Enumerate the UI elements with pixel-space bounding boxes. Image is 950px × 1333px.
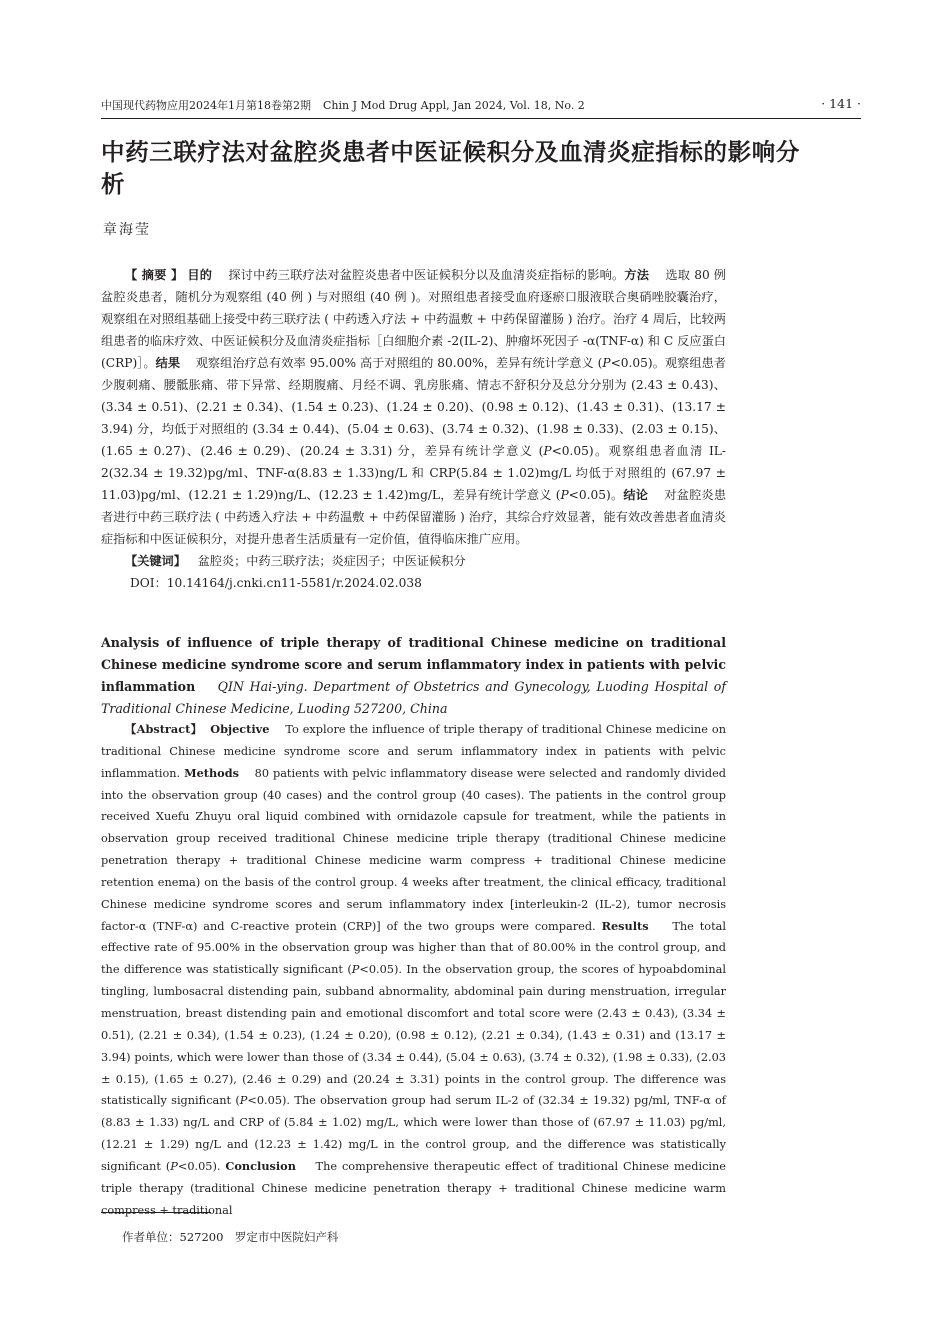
english-title: Analysis of influence of triple therapy of traditional Chinese medicine on traditional Chinese medicine syndrome score and serum inflammatory index in patients with pelvic inflammation (101, 635, 726, 694)
p-value-symbol: P (543, 444, 552, 458)
objective-en-text: To explore the influence of triple therapy of traditional Chinese medicine on traditional Chinese medicine syndrome score and serum inflammatory index in patients with pelvic inflammation. (101, 723, 726, 780)
methods-en-text: 80 patients with pelvic inflammatory disease were selected and randomly divided into the observation group (40 cases) and the control group (40 cases). The patients in the control group received Xuefu Zhuyu oral liquid combined with ornidazole capsule for treatment, while the patients in observation group received traditional Chinese medicine triple therapy (traditional Chinese medicine penetration therapy + traditional Chinese medicine warm compress + traditional Chinese medicine retention enema) on the basis of the control group. 4 weeks after treatment, the clinical efficacy, traditional Chinese medicine syndrome scores and serum inflammatory index [interleukin-2 (IL-2), tumor necrosis factor-α (TNF-α) and C-reactive protein (CRP)] of the two groups were compared. (101, 766, 726, 933)
abstract-cn-body (101, 264, 726, 550)
english-author: QIN Hai-ying. (217, 679, 308, 694)
conclusion-en-label: Conclusion (225, 1158, 296, 1173)
results-en-text: <0.05). (177, 1159, 221, 1173)
results-text: <0.05)。观察组患者少腹刺痛、腰骶胀痛、带下异常、经期腹痛、月经不调、乳房胀痛、情志不舒积分及总分分别为 (2.43 ± 0.43)、(3.34 ± 0.51)、(2.21 ± 0.34)、(1.54 ± 0.23)、(1.24 ± 0.20)、(0.98 ± 0.12)、(1.43 ± 0.31)、(13.17 ± 3.94) 分，均低于对照组的 (3.34 ± 0.44)、(5.04 ± 0.63)、(3.74 ± 0.32)、(1.98 ± 0.33)、(2.03 ± 0.15)、(1.65 ± 0.27)、(2.46 ± 0.29)、(20.24 ± 3.31) 分，差异有统计学意义 ( (101, 356, 726, 458)
author-affiliation-footnote: 作者单位：527200 罗定市中医院妇产科 (122, 1230, 339, 1244)
p-value-symbol: P (351, 963, 360, 977)
results-text: 观察组治疗总有效率 95.00% 高于对照组的 80.00%，差异有统计学意义 ( (195, 356, 603, 370)
results-en-label: Results (601, 918, 649, 933)
methods-text: 选取 80 例盆腔炎患者，随机分为观察组 (40 例 ) 与对照组 (40 例 )。对照组患者接受血府逐瘀口服液联合奥硝唑胶囊治疗，观察组在对照组基础上接受中药三联疗法 ( 中药透入疗法 + 中药温敷 + 中药保留灌肠 ) 治疗。治疗 4 周后，比较两组患者的临床疗效、中医证候积分及血清炎症指标［白细胞介素 -2(IL-2)、肿瘤坏死因子 -α(TNF-α) 和 C 反应蛋白 (CRP)］。 (101, 268, 726, 370)
header-rule (101, 118, 861, 119)
abstract-label: 【 摘要 】 (125, 268, 184, 282)
doi: DOI：10.14164/j.cnki.cn11-5581/r.2024.02.038 (130, 576, 422, 590)
journal-en: Chin J Mod Drug Appl, Jan 2024, Vol. 18, No. 2 (323, 99, 585, 112)
author-name: 章海莹 (103, 222, 151, 238)
conclusion-en-text: The comprehensive therapeutic effect of traditional Chinese medicine triple therapy (traditional Chinese medicine penetration therapy + traditional Chinese medicine warm compress + traditional (101, 1159, 726, 1217)
objective-text: 探讨中药三联疗法对盆腔炎患者中医证候积分以及血清炎症指标的影响。 (228, 268, 625, 282)
results-en-text: <0.05). The observation group had serum IL-2 of (32.34 ± 19.32) pg/ml, TNF-α of (8.83 ± 1.33) ng/L and CRP of (5.84 ± 1.02) mg/L, which were lower than those of (67.97 ± 11.03) pg/ml, (12.21 ± 1.29) ng/L and (12.23 ± 1.42) mg/L in the control group, and the difference was statistically significant ( (101, 1094, 726, 1173)
p-value-symbol: P (560, 488, 569, 502)
keywords (101, 550, 726, 572)
abstract-en-body (101, 719, 726, 1221)
keywords-label: 【关键词】 (125, 554, 186, 568)
objective-en-label: Objective (210, 722, 270, 736)
abstract-en (101, 719, 726, 1221)
conclusion-label: 结论 (623, 488, 649, 502)
abstract-en-label: 【Abstract】 (125, 722, 203, 736)
journal-info (101, 97, 585, 113)
article-title: 中药三联疗法对盆腔炎患者中医证候积分及血清炎症指标的影响分析 (101, 138, 800, 198)
objective-label: 目的 (187, 268, 213, 282)
p-value-symbol: P (602, 356, 611, 370)
results-text: <0.05)。观察组患者血清 IL-2(32.34 ± 19.32)pg/ml、TNF-α(8.83 ± 1.33)ng/L 和 CRP(5.84 ± 1.02)mg/L 均低于对照组的 (67.97 ± 11.03)pg/ml、(12.21 ± 1.29)ng/L、(12.23 ± 1.42)mg/L，差异有统计学意义 ( (101, 444, 726, 502)
footnote-rule (101, 1212, 211, 1213)
page-number: · 141 · (821, 96, 861, 111)
conclusion-text: 对盆腔炎患者进行中药三联疗法 ( 中药透入疗法 + 中药温敷 + 中药保留灌肠 ) 治疗，其综合疗效显著，能有效改善患者血清炎症指标和中医证候积分，对提升患者生活质量有一定价值，值得临床推广应用。 (101, 488, 727, 546)
journal-cn: 中国现代药物应用2024年1月第18卷第2期 (101, 99, 311, 112)
p-value-symbol: P (170, 1159, 178, 1173)
english-title-para (101, 632, 726, 720)
english-title-block (101, 632, 726, 720)
results-en-text: The total effective rate of 95.00% in the observation group was higher than that of 80.00% in the control group, and the difference was statistically significant ( (101, 919, 726, 977)
running-header (101, 97, 861, 115)
abstract-cn (101, 264, 726, 594)
methods-en-label: Methods (184, 765, 239, 780)
p-value-symbol: P (239, 1094, 248, 1108)
keywords-text: 盆腔炎；中药三联疗法；炎症因子；中医证候积分 (197, 554, 466, 568)
english-affiliation: Department of Obstetrics and Gynecology, Luoding Hospital of Traditional Chinese Medicine, Luoding 527200, China (101, 679, 727, 716)
methods-label: 方法 (624, 268, 650, 282)
results-en-text: <0.05). In the observation group, the scores of hypoabdominal tingling, lumbosacral distending pain, subband abnormality, abdominal pain during menstruation, irregular menstruation, breast distending pain and emotional discomfort and total score were (2.43 ± 0.43), (3.34 ± 0.51), (2.21 ± 0.34), (1.54 ± 0.23), (1.24 ± 0.20), (0.98 ± 0.12), (2.21 ± 0.34), (1.43 ± 0.31) and (13.17 ± 3.94) points, which were lower than those of (3.34 ± 0.44), (5.04 ± 0.63), (3.74 ± 0.32), (1.98 ± 0.33), (2.03 ± 0.15), (1.65 ± 0.27), (2.46 ± 0.29) and (20.24 ± 3.31) points in the control group. The difference was statistically significant ( (101, 963, 726, 1108)
results-text: <0.05)。 (568, 488, 624, 502)
results-label: 结果 (155, 356, 181, 370)
